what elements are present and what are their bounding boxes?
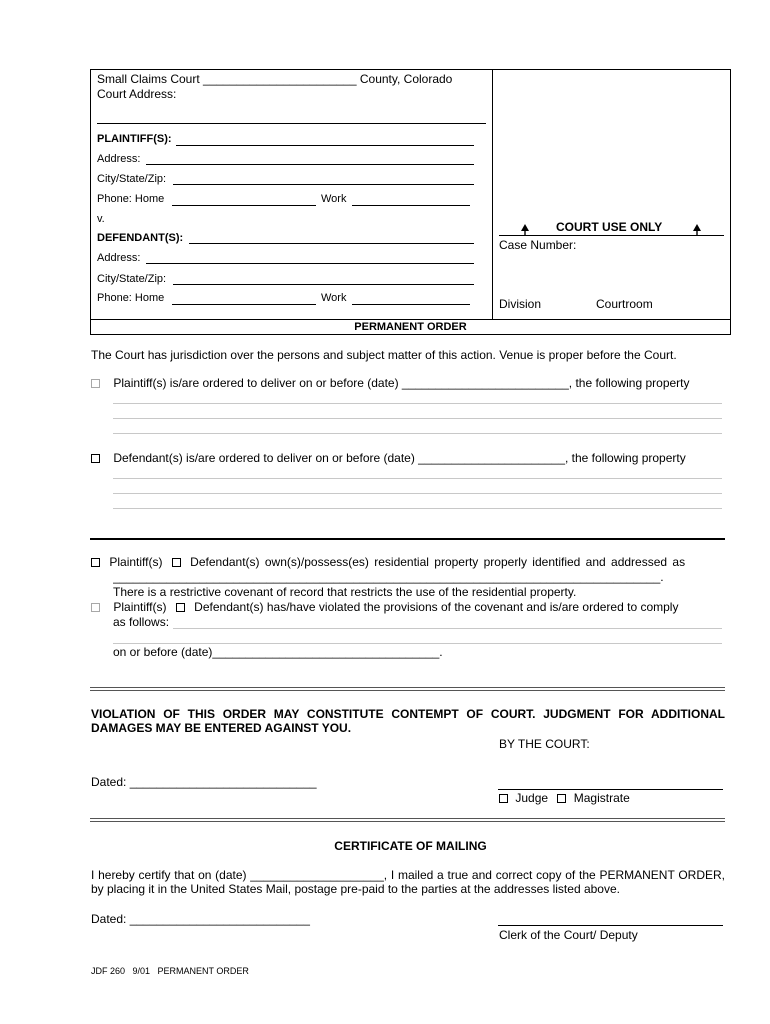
residential-blank[interactable]: __________________________________________________________________________________. xyxy=(113,570,664,584)
residential-plaintiff-checkbox[interactable] xyxy=(91,558,100,567)
plaintiff-work-field[interactable] xyxy=(352,205,470,206)
as-follows-line[interactable] xyxy=(113,643,722,644)
order-title: PERMANENT ORDER xyxy=(354,321,467,333)
order-dated-field[interactable]: Dated: ____________________________ xyxy=(91,775,317,789)
by-the-court-label: BY THE COURT: xyxy=(499,737,590,751)
violated-plaintiff-label: Plaintiff(s) xyxy=(113,600,167,614)
certificate-text: I hereby certify that on (date) ____________________, I mailed a true and correct copy of the PERMANENT ORDER, by placing it in the United States Mail, postage pre-paid to the parties at the addresses listed above. xyxy=(91,868,725,896)
defendant-property-line[interactable] xyxy=(113,493,722,494)
jurisdiction-statement: The Court has jurisdiction over the persons and subject matter of this action. Venue is proper before the Court. xyxy=(91,348,677,362)
defendant-phone-home-label: Phone: Home xyxy=(97,292,165,304)
caption-divider-vertical xyxy=(492,69,493,319)
defendant-work-field[interactable] xyxy=(352,304,470,305)
as-follows-line[interactable] xyxy=(173,628,722,629)
defendant-deliver-row xyxy=(91,451,686,465)
violated-text: Defendant(s) has/have violated the provisions of the covenant and is/are ordered to comply xyxy=(194,600,679,614)
plaintiff-address-field[interactable] xyxy=(146,164,474,165)
judge-label: Judge xyxy=(515,791,549,805)
violated-row xyxy=(91,600,678,614)
plaintiff-label: PLAINTIFF(S): xyxy=(97,133,172,145)
residential-defendant-checkbox[interactable] xyxy=(172,558,181,567)
certificate-title: CERTIFICATE OF MAILING xyxy=(334,839,487,853)
as-follows-label: as follows: xyxy=(113,615,170,629)
judge-checkbox[interactable] xyxy=(499,794,508,803)
court-use-only-label: COURT USE ONLY xyxy=(556,220,663,234)
section-divider xyxy=(90,538,725,540)
clerk-label: Clerk of the Court/ Deputy xyxy=(499,928,638,942)
judge-magistrate-row xyxy=(499,791,630,805)
judge-signature-line[interactable] xyxy=(498,789,723,790)
on-or-before-date[interactable]: on or before (date)__________________________________. xyxy=(113,645,443,659)
defendant-property-line[interactable] xyxy=(113,478,722,479)
defendant-city-field[interactable] xyxy=(173,284,474,285)
defendant-label: DEFENDANT(S): xyxy=(97,232,184,244)
clerk-signature-line[interactable] xyxy=(498,925,723,926)
defendant-deliver-text: Defendant(s) is/are ordered to deliver on or before (date) ______________________, the following property xyxy=(113,451,686,465)
division-label: Division xyxy=(499,297,542,311)
violated-plaintiff-checkbox[interactable] xyxy=(91,603,100,612)
court-line: Small Claims Court _______________________ County, Colorado xyxy=(97,72,453,86)
plaintiff-work-label: Work xyxy=(321,193,347,205)
section-divider-double xyxy=(90,687,725,691)
plaintiff-address-label: Address: xyxy=(97,153,141,165)
plaintiff-name-field[interactable] xyxy=(176,145,474,146)
court-address-label: Court Address: xyxy=(97,87,177,101)
residential-text: Defendant(s) own(s)/possess(es) residential property properly identified and addressed as xyxy=(190,555,686,569)
magistrate-label: Magistrate xyxy=(573,791,630,805)
violated-defendant-checkbox[interactable] xyxy=(176,603,185,612)
contempt-warning: VIOLATION OF THIS ORDER MAY CONSTITUTE CONTEMPT OF COURT. JUDGMENT FOR ADDITIONAL DAMAGES MAY BE ENTERED AGAINST YOU. xyxy=(91,707,725,735)
plaintiff-deliver-row xyxy=(91,376,690,390)
defendant-city-label: City/State/Zip: xyxy=(97,273,167,285)
residential-row xyxy=(91,555,685,569)
defendant-work-label: Work xyxy=(321,292,347,304)
plaintiff-city-field[interactable] xyxy=(173,184,474,185)
plaintiff-deliver-checkbox[interactable] xyxy=(91,379,100,388)
plaintiff-property-line[interactable] xyxy=(113,403,722,404)
plaintiff-city-label: City/State/Zip: xyxy=(97,173,167,185)
form-footer: JDF 260 9/01 PERMANENT ORDER xyxy=(91,966,249,976)
certificate-dated-field[interactable]: Dated: ___________________________ xyxy=(91,912,310,926)
caption-box xyxy=(90,69,731,335)
residential-plaintiff-label: Plaintiff(s) xyxy=(109,555,163,569)
court-use-up-arrow-icon xyxy=(693,224,701,239)
defendant-name-field[interactable] xyxy=(189,243,474,244)
plaintiff-property-line[interactable] xyxy=(113,433,722,434)
defendant-property-line[interactable] xyxy=(113,508,722,509)
section-divider-double xyxy=(90,818,725,822)
versus-label: v. xyxy=(97,213,105,225)
court-use-up-arrow-icon xyxy=(521,224,529,239)
plaintiff-deliver-text: Plaintiff(s) is/are ordered to deliver on or before (date) _________________________, the following property xyxy=(113,376,690,390)
plaintiff-property-line[interactable] xyxy=(113,418,722,419)
court-address-line[interactable] xyxy=(97,123,486,124)
plaintiff-phone-home-field[interactable] xyxy=(172,205,316,206)
case-number-label: Case Number: xyxy=(499,238,577,252)
caption-divider-horizontal xyxy=(90,319,731,320)
defendant-deliver-checkbox[interactable] xyxy=(91,454,100,463)
courtroom-label: Courtroom xyxy=(596,297,653,311)
defendant-address-label: Address: xyxy=(97,252,141,264)
defendant-address-field[interactable] xyxy=(146,263,474,264)
plaintiff-phone-home-label: Phone: Home xyxy=(97,193,165,205)
magistrate-checkbox[interactable] xyxy=(557,794,566,803)
court-use-only-rule xyxy=(499,235,724,236)
defendant-phone-home-field[interactable] xyxy=(172,304,316,305)
covenant-statement: There is a restrictive covenant of record that restricts the use of the residential property. xyxy=(113,585,577,599)
